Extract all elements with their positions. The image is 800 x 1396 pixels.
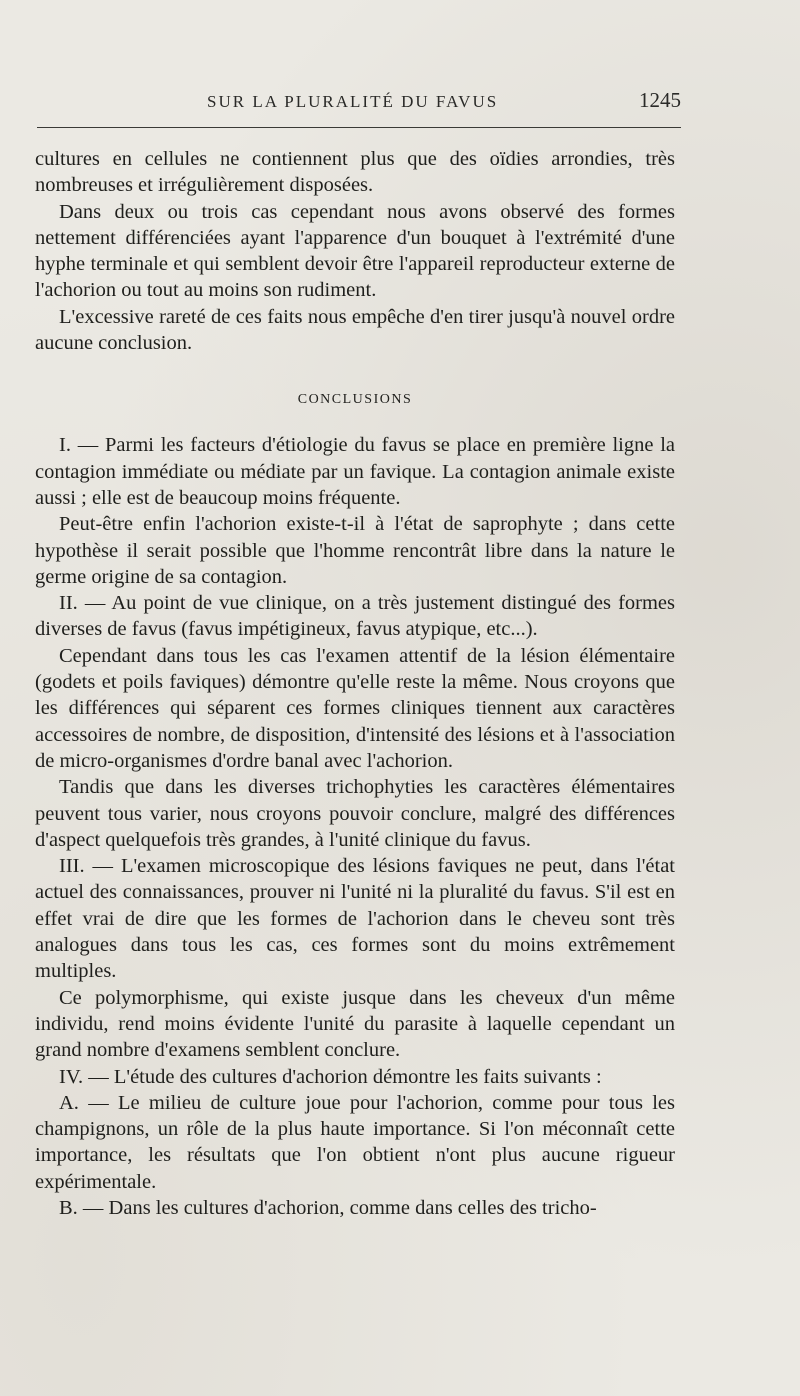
paragraph: Dans deux ou trois cas cependant nous avons observé des formes nettement différenciées ayant l'apparence d'un bouquet à l'extrémité d'une hyphe terminale et qui semblent devoir être l'appareil reproducteur externe de l'achorion ou tout au moins son rudiment. [35,200,675,302]
conclusion-paragraph: B. — Dans les cultures d'achorion, comme dans celles des tricho- [59,1196,597,1219]
page-header [37,88,681,118]
conclusion-paragraph: Tandis que dans les diverses trichophyties les caractères élémentaires peuvent tous varier, nous croyons pouvoir conclure, malgré des différences d'aspect quelquefois très grandes, à l'unité clinique du favus. [35,776,675,851]
header-rule [37,127,681,128]
conclusion-paragraph: Cependant dans tous les cas l'examen attentif de la lésion élémentaire (godets et poils faviques) démontre qu'elle reste la même. Nous croyons que les différences qui séparent ces formes cliniques tiennent aux caractères accessoires de nombre, de disposition, d'intensité des lésions et à l'association de micro-organismes d'ordre banal avec l'achorion. [35,644,675,772]
running-title: SUR LA PLURALITÉ DU FAVUS [207,92,499,111]
conclusion-paragraph: Ce polymorphisme, qui existe jusque dans les cheveux d'un même individu, rend moins évidente l'unité du parasite à laquelle cependant un grand nombre d'examens semblent conclure. [35,986,675,1062]
conclusion-paragraph: A. — Le milieu de culture joue pour l'achorion, comme pour tous les champignons, un rôle de la plus haute importance. Si l'on méconnaît cette importance, les résultats que l'on obtient n'ont plus aucune rigueur expérimentale. [35,1091,675,1193]
section-title: CONCLUSIONS [297,392,413,408]
conclusion-paragraph: Peut-être enfin l'achorion existe-t-il à l'état de saprophyte ; dans cette hypothèse il serait possible que l'homme rencontrât libre dans la nature le germe origine de sa contagion. [35,513,675,588]
page-number: 1245 [639,88,681,112]
body-text [35,146,675,1221]
conclusion-paragraph: I. — Parmi les facteurs d'étiologie du favus se place en première ligne la contagion immédiate ou médiate par un favique. La contagion animale existe aussi ; elle est de beaucoup moins fréquente. [35,434,675,509]
conclusion-paragraph: II. — Au point de vue clinique, on a très justement distingué des formes diverses de favus (favus impétigineux, favus atypique, etc...). [35,592,675,641]
conclusion-paragraph: III. — L'examen microscopique des lésions faviques ne peut, dans l'état actuel des connaissances, prouver ni l'unité ni la pluralité du favus. S'il est en effet vrai de dire que les formes de l'achorion dans le cheveu sont très analogues dans tous les cas, ces formes sont du moins extrêmement multiples. [35,855,675,983]
paragraph: L'excessive rareté de ces faits nous empêche d'en tirer jusqu'à nouvel ordre aucune conclusion. [35,305,675,355]
paragraph: cultures en cellules ne contiennent plus que des oïdies arrondies, très nombreuses et irrégulièrement disposées. [35,148,675,197]
conclusion-paragraph: IV. — L'étude des cultures d'achorion démontre les faits suivants : [59,1065,602,1088]
